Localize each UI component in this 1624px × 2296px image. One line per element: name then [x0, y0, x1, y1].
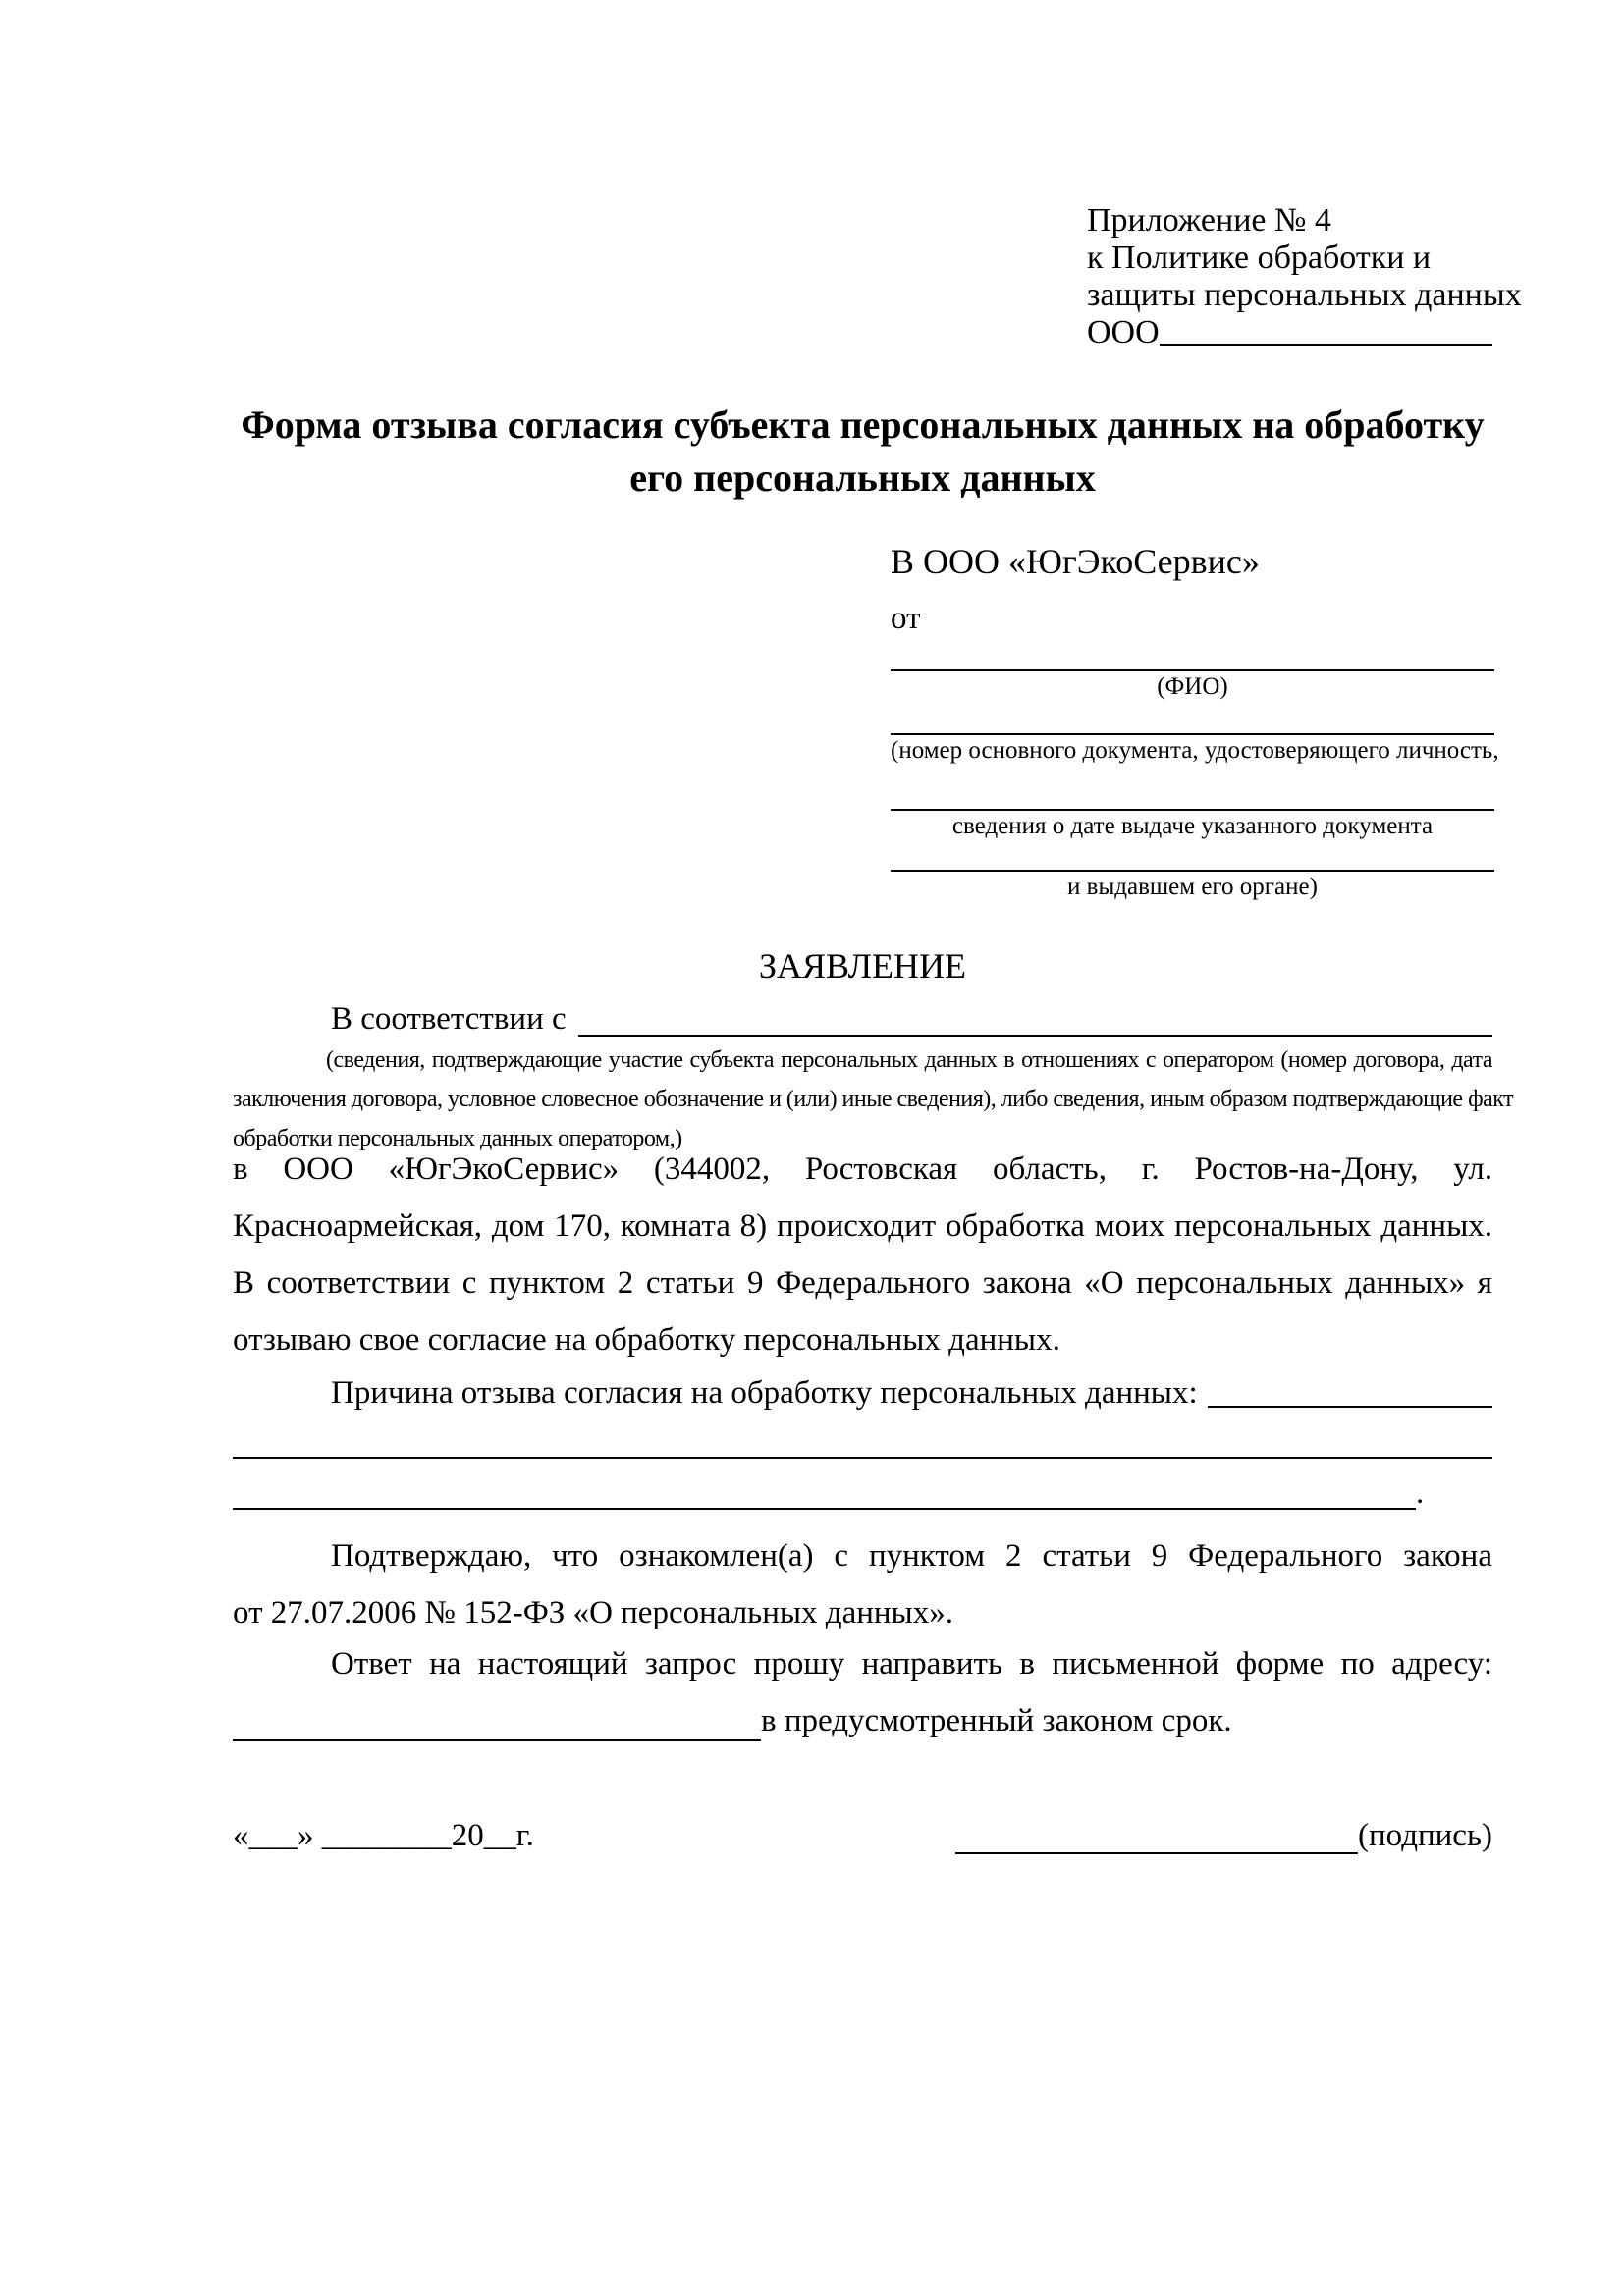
fine-print-line: обработки персональных данных оператором,) — [233, 1126, 682, 1151]
appendix-ooo-line — [1087, 314, 1492, 351]
title-line-1: Форма отзыва согласия субъекта персональных данных на обработку — [241, 402, 1485, 447]
in-accordance-prefix: В соответствии с — [331, 1001, 567, 1037]
date-line: «___» ________20__г. — [233, 1818, 534, 1853]
reply-line: Ответ на настоящий запрос прошу направить в письменной форме по адресу: — [331, 1646, 1492, 1682]
body-line: отзываю свое согласие на обработку персональных данных. — [233, 1322, 1060, 1358]
in-accordance-blank-line — [578, 997, 1492, 1037]
body-line: Красноармейская, дом 170, комната 8) происходит обработка моих персональных данных. — [233, 1208, 1492, 1244]
reason-blank-row-3 — [233, 1467, 1492, 1510]
ooo-label: ООО — [1087, 314, 1160, 350]
issuing-authority-blank-line — [891, 828, 1494, 872]
addressee-to: В ООО «ЮгЭкоСервис» — [891, 542, 1260, 581]
confirm-line: от 27.07.2006 № 152-ФЗ «О персональных данных». — [233, 1595, 953, 1630]
reply-address-row — [233, 1692, 1492, 1749]
statement-body — [233, 1141, 1492, 1368]
reason-row — [233, 1370, 1492, 1415]
footer-row — [233, 1811, 1492, 1860]
issue-date-blank-line — [891, 768, 1494, 811]
issuing-authority-caption: и выдавшем его органе) — [1067, 874, 1318, 900]
reply-line-suffix: в предусмотренный законом срок. — [761, 1703, 1232, 1738]
signature-caption: (подпись) — [1358, 1818, 1492, 1853]
title-line-2: его персональных данных — [629, 455, 1096, 500]
issue-date-caption: сведения о дате выдаче указанного документа — [951, 813, 1434, 839]
document-number-caption: (номер основного документа, удостоверяющего личность, — [891, 737, 1499, 764]
appendix-line: к Политике обработки и — [1087, 240, 1432, 276]
in-accordance-row — [233, 997, 1492, 1041]
confirm-line: Подтверждаю, что ознакомлен(а) с пунктом 2 статьи 9 Федерального закона — [331, 1538, 1492, 1574]
document-title — [233, 399, 1492, 505]
signature-blank-line — [955, 1811, 1358, 1854]
signature-group — [955, 1811, 1492, 1860]
document-number-blank-line — [891, 692, 1494, 735]
address-blank-line — [233, 1692, 761, 1741]
fio-caption: (ФИО) — [1157, 673, 1228, 700]
reason-period: . — [1416, 1475, 1425, 1511]
fine-print-line: заключения договора, условное словесное обозначение и (или) иные сведения), либо сведения, иным образом подтверждающие факт — [233, 1087, 1514, 1112]
ooo-blank-line — [1160, 314, 1492, 346]
reason-blank-line-3 — [233, 1465, 1416, 1510]
reason-blank-line-2 — [233, 1414, 1492, 1459]
reason-blank-line — [1208, 1370, 1492, 1408]
statement-heading: ЗАЯВЛЕНИЕ — [758, 946, 967, 986]
appendix-line: защиты персональных данных — [1087, 277, 1522, 313]
fine-print-line: (сведения, подтверждающие участие субъекта персональных данных в отношениях с оператором (номер договора, дата — [326, 1047, 1492, 1073]
fio-blank-line — [891, 628, 1494, 671]
appendix-line: Приложение № 4 — [1087, 202, 1331, 239]
reason-prefix: Причина отзыва согласия на обработку персональных данных: — [331, 1375, 1198, 1411]
addressee-from-label: от — [891, 601, 921, 636]
reply-paragraph — [233, 1635, 1492, 1749]
body-line: в ООО «ЮгЭкоСервис» (344002, Ростовская область, г. Ростов-на-Дону, ул. — [233, 1151, 1492, 1187]
body-line: В соответствии с пунктом 2 статьи 9 Федерального закона «О персональных данных» я — [233, 1265, 1492, 1301]
confirmation-paragraph — [233, 1527, 1492, 1641]
appendix-note — [1087, 202, 1522, 351]
